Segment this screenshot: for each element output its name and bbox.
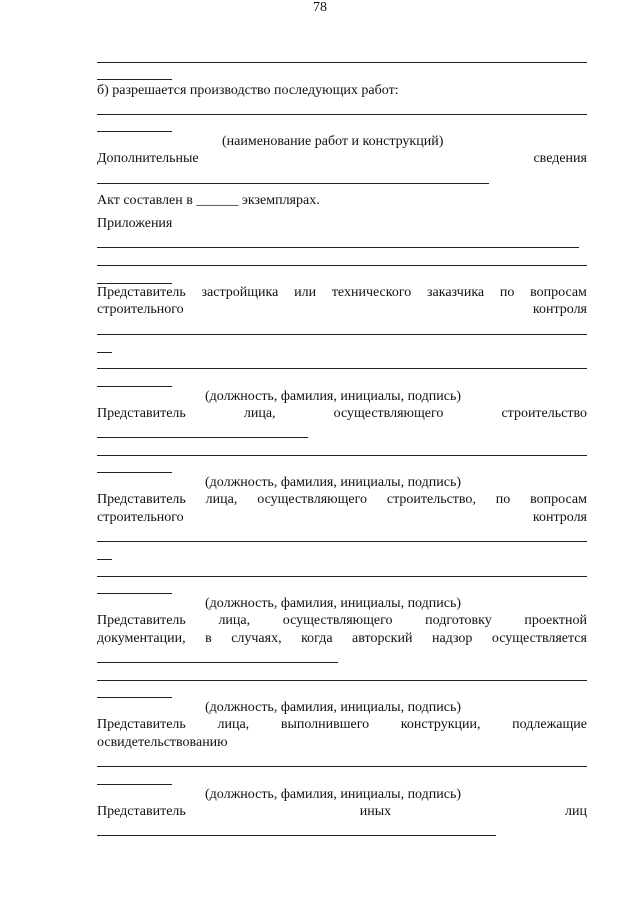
position-caption: (должность, фамилия, инициалы, подпись) [205,700,462,715]
word: Представитель [97,717,186,732]
blank-line-short [97,784,172,785]
word: сведения [533,151,587,166]
word: лица, [205,492,238,507]
word: осуществляющего [282,613,393,628]
word: лица, [217,717,250,732]
blank-line-short [97,386,172,387]
blank-line [97,437,308,438]
word: заказчика [426,285,485,300]
builder-control-rep-line-1 [97,492,587,508]
blank-line [97,455,587,456]
blank-line [97,114,587,115]
word: Представитель [97,406,186,421]
word: вопросам [530,285,587,300]
attachments-label: Приложения [97,216,173,231]
blank-line [97,835,496,836]
word: строительного [97,302,184,317]
position-caption: (должность, фамилия, инициалы, подпись) [205,475,462,490]
blank-line-short [97,697,172,698]
word: вопросам [530,492,587,507]
word: в [205,631,212,646]
word: документации, [97,631,186,646]
contractor-rep-line-2: освидетельствованию [97,735,228,750]
allowed-works-label: б) разрешается производство последующих работ: [97,83,399,98]
word: осуществляется [491,631,587,646]
contractor-rep-line-1 [97,717,587,733]
word: иных [359,804,392,819]
builder-control-rep-line-2 [97,510,587,526]
design-rep-line-2 [97,631,587,647]
blank-line [97,766,587,767]
blank-line-short [97,472,172,473]
position-caption: (должность, фамилия, инициалы, подпись) [205,787,462,802]
word: осуществляющего [333,406,444,421]
blank-line [97,680,587,681]
word: строительного [97,510,184,525]
word: когда [301,631,333,646]
position-caption: (должность, фамилия, инициалы, подпись) [205,389,462,404]
word: лица, [243,406,276,421]
word: Представитель [97,804,186,819]
word: проектной [524,613,587,628]
word: лица, [218,613,251,628]
blank-line-short [97,131,172,132]
word: Представитель [97,492,186,507]
word: подготовку [425,613,492,628]
builder-rep-line-1 [97,406,587,422]
word: лиц [565,804,587,819]
word: по [499,285,515,300]
blank-line-short [97,352,112,353]
word: случаях, [231,631,282,646]
blank-line [97,62,587,63]
blank-line [97,183,489,184]
word: строительство, [386,492,476,507]
word: осуществляющего [257,492,367,507]
word: Представитель [97,285,186,300]
blank-line [97,662,338,663]
word: застройщика [201,285,279,300]
word: авторский [352,631,413,646]
blank-line-short [97,79,172,80]
word: контроля [532,302,587,317]
other-rep-line-1 [97,804,587,820]
blank-line-short [97,593,172,594]
works-caption: (наименование работ и конструкций) [222,134,444,149]
word: подлежащие [512,717,587,732]
word: выполнившего [280,717,370,732]
blank-line-short [97,559,112,560]
developer-rep-line-2 [97,302,587,318]
word: строительство [501,406,587,421]
blank-line-short [97,283,172,284]
blank-line [97,265,587,266]
word: контроля [532,510,587,525]
page-number: 78 [313,0,327,15]
word: по [495,492,511,507]
word: технического [331,285,412,300]
word: надзор [431,631,473,646]
word: или [294,285,317,300]
additional-info-label [97,151,587,167]
word: Дополнительные [97,151,199,166]
blank-line [97,334,587,335]
blank-line [97,247,579,248]
blank-line [97,541,587,542]
position-caption: (должность, фамилия, инициалы, подпись) [205,596,462,611]
blank-line [97,576,587,577]
word: Представитель [97,613,186,628]
blank-line [97,368,587,369]
developer-rep-line-1 [97,285,587,301]
design-rep-line-1 [97,613,587,629]
word: конструкции, [400,717,481,732]
act-copies-text: Акт составлен в ______ экземплярах. [97,193,320,208]
